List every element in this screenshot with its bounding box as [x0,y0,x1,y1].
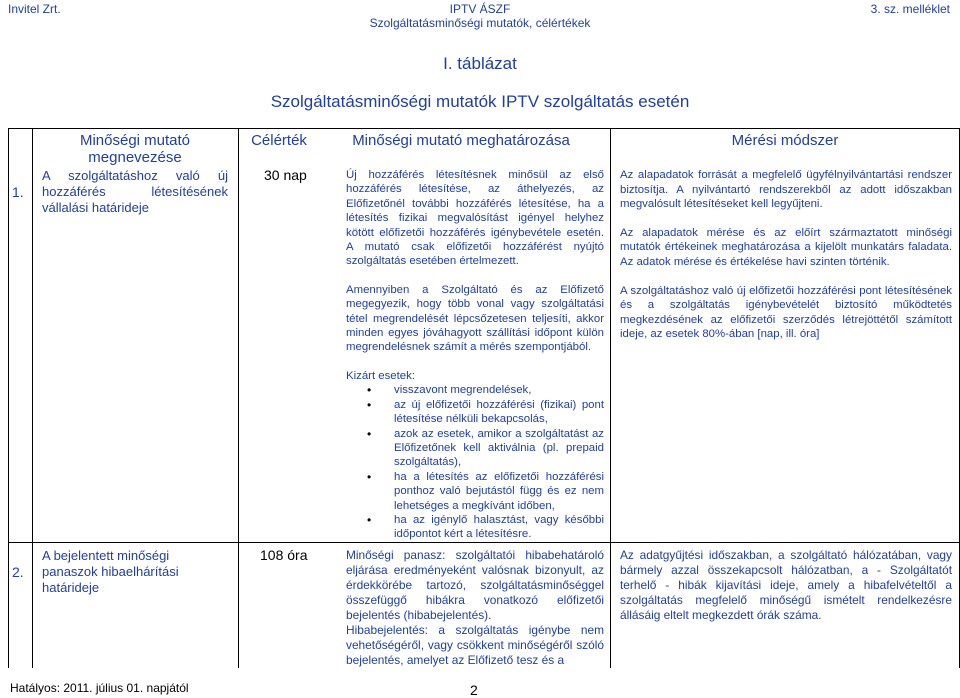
footer-page-number: 2 [470,682,478,698]
row-1-definition-p1: Új hozzáférés létesítésnek minősül az első hozzáférés létesítése, az áthelyezés, az Előfizetőnél további hozzáférés létesítése, ha a létesítés fizikai megvalósítást igényel helyhez kötött előfizetői hozzáférés igénybevétele esetén. A mutató csak előfizetői hozzáférést nyújtó szolgáltatás esetében értelmezett. [346,169,604,268]
excluded-item: • ha az igénylő halasztást, vagy későbbi időpontot kért a létesítésre. [346,513,604,542]
row-2-method [620,548,952,623]
row-2-name: A bejelentett minőségi panaszok hibaelhárítási határideje [42,548,179,595]
row-2-definition-p2: Hibabejelentés: a szolgáltatás igénybe nem vehetőségéről, vagy csökkent minőségéről szóló bejelentés, amelyet az Előfizető tesz és a [346,623,604,667]
row-1-number: 1. [12,184,24,200]
table-left-border [8,128,9,668]
header-document-title: IPTV ÁSZF [449,2,511,16]
column-header-method: Mérési módszer [731,132,839,149]
row-1-definition [346,168,604,542]
header-document-subtitle: Szolgáltatásminőségi mutatók, célértékek [369,16,591,30]
header-annex: 3. sz. melléklet [870,2,950,16]
column-header-target: Célérték [251,132,307,149]
table-label: I. táblázat [443,54,517,73]
row-2-target: 108 óra [260,547,308,563]
column-header-name: Minőségi mutató megnevezése [79,132,191,166]
row-1-method-p3: A szolgáltatáshoz való új előfizetői hozzáférési pont létesítésének és a szolgáltatás igénybevételét biztosító működtetés megkezdésének az előfizetői szerződés létrejöttétől számított ideje, az esetek 80%-ában [nap, ill. óra] [620,284,952,341]
row-1-method [620,168,952,342]
row-1-definition-p2: Amennyiben a Szolgáltató és az Előfizető megegyezik, hogy több vonal vagy szolgáltatási tétel megrendelését lépcsőzetesen teljesíti, akkor minden egyes jóváhagyott szállítási időpont külön megrendelésnek számít a mérés szempontjából. [346,283,604,354]
row-1-excluded-list [346,383,604,541]
table-col-divider-1 [32,128,33,668]
row-1-excluded-label: Kizárt esetek: [346,369,416,382]
row-2-number: 2. [12,564,24,580]
column-header-definition: Minőségi mutató meghatározása [352,132,570,149]
row-2-method-p1: Az adatgyűjtési időszakban, a szolgáltató hálózatában, vagy bármely azzal összekapcsolt hálózatban, a - Szolgáltatót terhelő - hibák kijavítási ideje, amely a hibafelvételtől a szolgáltatás megfelelő minőségű ismételt rendelkezésre állásáig eltelt megkezdett órák száma. [620,548,952,622]
row-1-target: 30 nap [264,167,307,183]
table-col-divider-3 [610,128,611,668]
excluded-item: • azok az esetek, amikor a szolgáltatást az Előfizetőnek kell aktiválnia (pl. prepaid szolgáltatás), [346,427,604,470]
excluded-item: • az új előfizetői hozzáférési (fizikai) pont létesítése nélküli bekapcsolás, [346,398,604,427]
table-col-divider-2 [238,128,239,668]
table-title: Szolgáltatásminőségi mutatók IPTV szolgáltatás esetén [270,92,690,111]
row-1-method-p1: Az alapadatok forrását a megfelelő ügyfélnyilvántartási rendszer biztosítja. A nyilvántartó rendszerekből az adott időszakban megvalósult létesítéseket kell legyűjteni. [620,169,952,211]
row-2-definition [346,548,604,668]
table-top-border [8,128,960,129]
header-document [0,2,960,30]
excluded-item: • visszavont megrendelések, [346,383,604,397]
footer-effective-date: Hatályos: 2011. július 01. napjától [10,681,189,695]
table-row-divider [8,542,960,543]
row-2-definition-p1: Minőségi panasz: szolgáltatói hibabehatároló eljárása eredményeként valósnak bizonyult, az érdekkörébe tartozó, szolgáltatásminőséggel összefüggő hibákra vonatkozó előfizetői bejelentés (hibabejelentés). [346,548,604,622]
row-1-method-p2: Az alapadatok mérése és az előírt származtatott minőségi mutatók értékeinek meghatározása a kijelölt munkatárs faladata. Az adatok mérése és értékelése havi szinten történik. [620,226,952,268]
row-1-name: A szolgáltatáshoz való új hozzáférés létesítésének vállalási határideje [42,168,228,215]
header-company: Invitel Zrt. [8,2,61,16]
excluded-item: • ha a létesítés az előfizetői hozzáférési ponthoz való bejutástól függ és ez nem lehetséges a megkívánt időben, [346,470,604,513]
